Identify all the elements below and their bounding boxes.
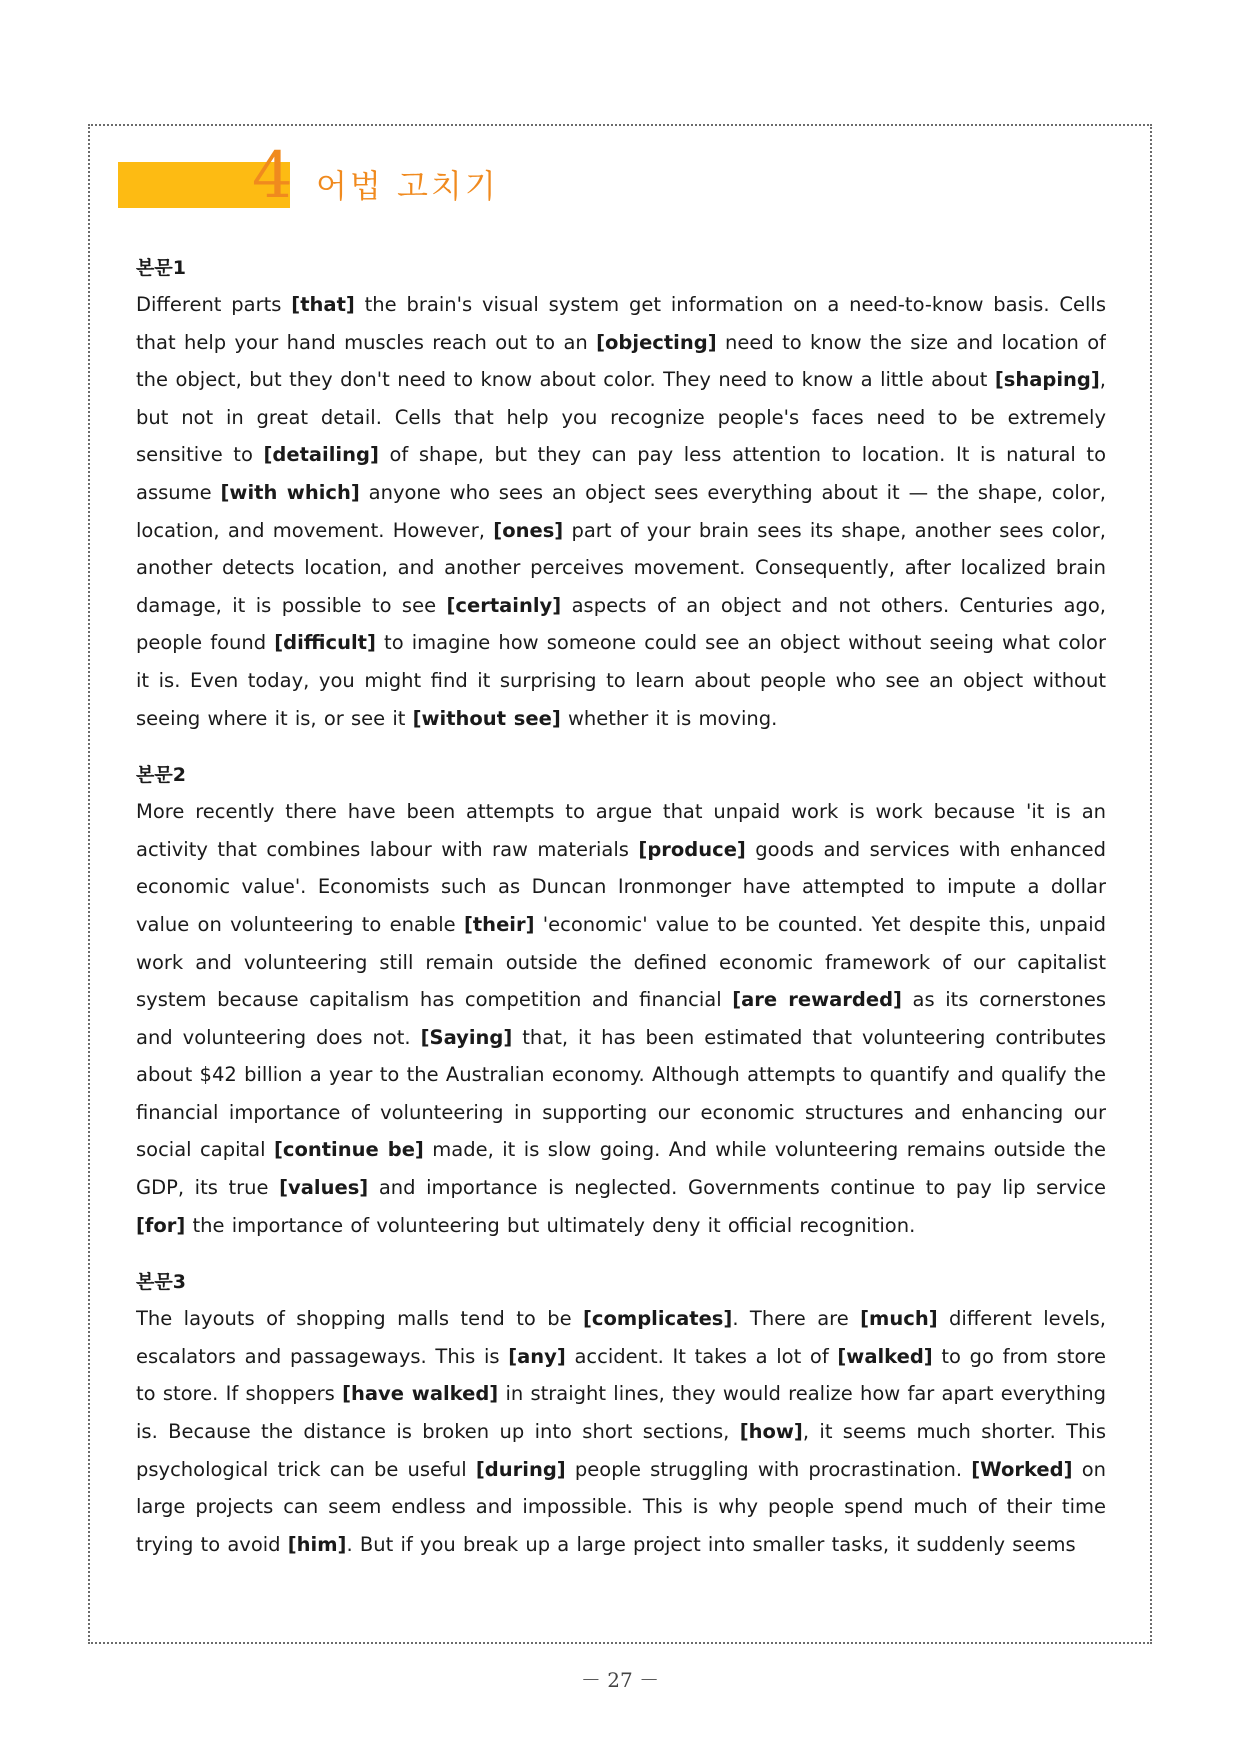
passage-fragment: the importance of volunteering but ultimately deny it official recognition. [185,1213,916,1237]
passage-section [136,252,1106,737]
passage-section [136,1266,1106,1563]
passage-fragment: to imagine how someone could see an object without seeing what color it is. Even today, you might find it surprising to learn about people who see an object without seeing where it is, or see it [136,631,1106,730]
heading-number: 4 [252,139,293,213]
grammar-choice: [that] [291,293,355,316]
grammar-choice: [with which] [220,480,360,504]
passage-fragment: aspects of an object and not others. Centuries ago, people found [136,593,1106,655]
passage-fragment: whether it is moving. [560,706,778,730]
grammar-choice: [continue be] [273,1138,424,1162]
heading-title: 어법 고치기 [316,167,499,205]
grammar-choice: [ones] [493,518,564,542]
passage-fragment: people struggling with procrastination. [565,1457,972,1481]
passage-fragment: . There are [732,1307,861,1331]
passage-text [136,286,1106,737]
passage-fragment: the brain's visual system get information on a need-to-know basis. Cells that help your hand muscles reach out to an [136,293,1106,354]
passage-fragment: , it seems much shorter. This psychological trick can be useful [136,1420,1106,1481]
grammar-choice: [without see] [412,706,561,730]
passage-fragment: anyone who sees an object sees everything about it — the shape, color, location, and movement. However, [136,480,1106,542]
grammar-choice: [shaping] [994,368,1100,392]
grammar-choice: [objecting] [596,330,717,354]
grammar-choice: [are rewarded] [732,988,902,1012]
passage-fragment: need to know the size and location of the object, but they don't need to know about color. They need to know a little about [136,330,1106,392]
grammar-choice: [their] [463,912,535,936]
passage-fragment: 'economic' value to be counted. Yet despite this, unpaid work and volunteering still remain outside the defined economic framework of our capitalist system because capitalism has competition and financial [136,912,1106,1012]
passage-fragment: accident. It takes a lot of [565,1344,838,1368]
passage-fragment: different levels, escalators and passageways. This is [136,1307,1106,1368]
passage-text [136,1300,1106,1563]
passage-fragment: part of your brain sees its shape, another sees color, another detects location, and another perceives movement. Consequently, after localized brain damage, it is possible to see [136,518,1106,617]
grammar-choice: [certainly] [446,593,562,617]
grammar-choice: [Saying] [420,1025,513,1049]
passage-fragment: that, it has been estimated that volunteering contributes about $42 billion a year to the Australian economy. Although attempts to quantify and qualify the financial importance of volunteering in supporting our economic structures and enhancing our social capital [136,1025,1106,1162]
passage-fragment: goods and services with enhanced economic value'. Economists such as Duncan Ironmonger have attempted to impute a dollar value on volunteering to enable [136,837,1106,936]
passage-fragment: . But if you break up a large project into smaller tasks, it suddenly seems [346,1532,1076,1556]
passage-text [136,793,1106,1244]
passage-fragment: on large projects can seem endless and impossible. This is why people spend much of their time trying to avoid [136,1457,1106,1556]
grammar-choice: [values] [279,1176,369,1200]
passage-label: 본문2 [136,764,186,787]
passage-label: 본문3 [136,1271,186,1294]
grammar-choice: [any] [508,1344,566,1368]
grammar-choice: [complicates] [583,1307,733,1331]
grammar-choice: [during] [475,1457,566,1481]
passage-fragment: Different parts [136,293,292,316]
section-heading [118,139,578,218]
passage-fragment: made, it is slow going. And while volunteering remains outside the GDP, its true [136,1138,1106,1200]
passage-fragment: More recently there have been attempts to argue that unpaid work is work because 'it is an activity that combines labour with raw materials [136,800,1106,861]
passage-section [136,759,1106,1244]
grammar-choice: [how] [739,1420,803,1444]
grammar-choice: [difficult] [274,631,376,655]
passage-fragment: in straight lines, they would realize how far apart everything is. Because the distance is broken up into short sections, [136,1382,1106,1444]
grammar-choice: [produce] [638,837,746,861]
passage-fragment: as its cornerstones and volunteering does not. [136,988,1106,1049]
grammar-choice: [much] [860,1307,938,1331]
grammar-choice: [have walked] [342,1382,499,1406]
grammar-choice: [detailing] [263,443,379,467]
grammar-choice: [him] [287,1532,347,1556]
passage-fragment: and importance is neglected. Governments continue to pay lip service [368,1176,1106,1200]
passage-fragment: , but not in great detail. Cells that help you recognize people's faces need to be extremely sensitive to [136,368,1106,467]
passage-fragment: to go from store to store. If shoppers [136,1344,1106,1406]
grammar-choice: [walked] [837,1344,933,1368]
passage-fragment: of shape, but they can pay less attention to location. It is natural to assume [136,443,1106,504]
worksheet-content [136,252,1106,1612]
passage-label: 본문1 [136,257,186,279]
passage-fragment: The layouts of shopping malls tend to be [136,1307,584,1331]
grammar-choice: [for] [136,1213,186,1237]
page-number: － 27 － [580,1668,660,1692]
grammar-choice: [Worked] [971,1457,1073,1481]
